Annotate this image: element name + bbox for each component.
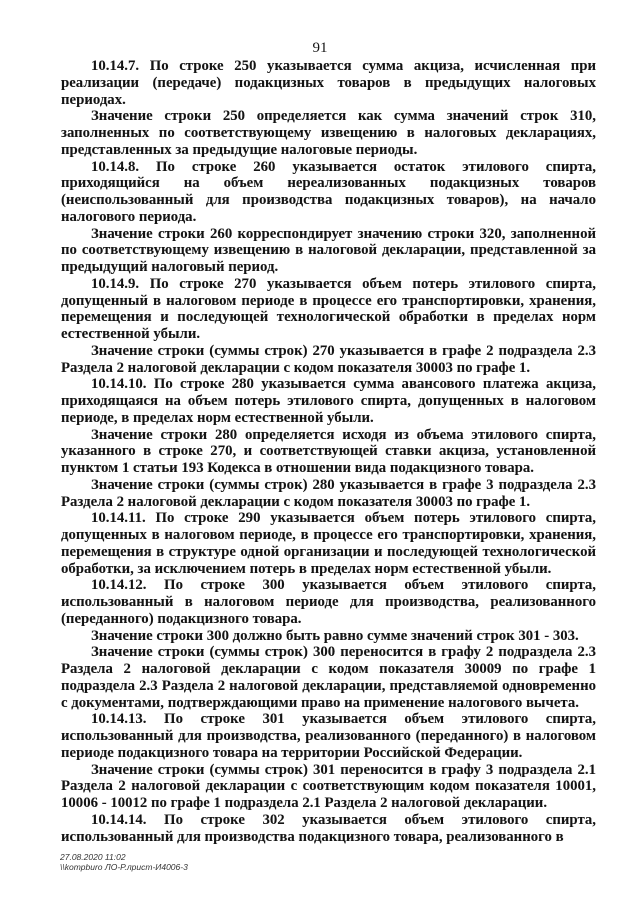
- paragraph: Значение строки (суммы строк) 300 переносится в графу 2 подраздела 2.3 Раздела 2 налоговой декларации с кодом показателя 30009 по графе 1 подраздела 2.3 Раздела 2 налоговой декларации, представляемой одновременно с документами, подтверждающими право на применение налогового вычета.: [61, 644, 596, 711]
- paragraph: Значение строки (суммы строк) 280 указывается в графе 3 подраздела 2.3 Раздела 2 налоговой декларации с кодом показателя 30003 по графе 1.: [61, 476, 596, 510]
- paragraph: Значение строки 300 должно быть равно сумме значений строк 301 - 303.: [91, 627, 579, 644]
- paragraph: 10.14.7. По строке 250 указывается сумма акциза, исчисленная при реализации (передаче) подакцизных товаров в предыдущих налоговых периодах.: [61, 58, 596, 108]
- paragraph: 10.14.11. По строке 290 указывается объем потерь этилового спирта, допущенных в налоговом периоде, в процессе его транспортировки, хранения, перемещения в структуре одной организации и последующей технологической обработки, за исключением потерь в пределах норм естественной убыли.: [61, 510, 596, 577]
- paragraph: Значение строки (суммы строк) 301 переносится в графу 3 подраздела 2.1 Раздела 2 налоговой декларации с соответствующим кодом показателя 10001, 10006 - 10012 по графе 1 подраздела 2.1 Раздела 2 налоговой декларации.: [61, 761, 596, 811]
- paragraph: 10.14.9. По строке 270 указывается объем потерь этилового спирта, допущенный в налоговом периоде в процессе его транспортировки, хранения, перемещения и последующей технологической обработки в пределах норм естественной убыли.: [61, 275, 596, 342]
- paragraph: Значение строки (суммы строк) 270 указывается в графе 2 подраздела 2.3 Раздела 2 налоговой декларации с кодом показателя 30003 по графе 1.: [61, 342, 596, 376]
- page-number: 91: [312, 40, 328, 56]
- paragraph: 10.14.13. По строке 301 указывается объем этилового спирта, использованный для производства, реализованного (переданного) в налоговом периоде подакцизного товара на территории Российской Федерации.: [61, 711, 596, 761]
- paragraph: Значение строки 250 определяется как сумма значений строк 310, заполненных по соответствующему извещению в налоговых декларациях, представленных за предыдущие налоговые периоды.: [61, 108, 596, 158]
- paragraph: 10.14.10. По строке 280 указывается сумма авансового платежа акциза, приходящаяся на объем потерь этилового спирта, допущенных в налоговом периоде, в пределах норм естественной убыли.: [61, 376, 596, 426]
- paragraph: Значение строки 280 определяется исходя из объема этилового спирта, указанного в строке 270, и соответствующей ставки акциза, установленной пунктом 1 статьи 193 Кодекса в отношении вида подакцизного товара.: [61, 426, 596, 476]
- document-body: [61, 58, 596, 845]
- paragraph: 10.14.8. По строке 260 указывается остаток этилового спирта, приходящийся на объем нереализованных подакцизных товаров (неиспользованный для производства подакцизных товаров), на начало налогового периода.: [61, 158, 596, 225]
- footer-file-path: \\kompburo ЛО-Р.лрист-И4006-3: [60, 862, 188, 872]
- paragraph: Значение строки 260 корреспондирует значению строки 320, заполненной по соответствующему извещению в налоговой декларации, представленной за предыдущий налоговый период.: [61, 225, 596, 275]
- document-footer: [60, 852, 188, 872]
- paragraph: 10.14.12. По строке 300 указывается объем этилового спирта, использованный в налоговом периоде для производства, реализованного (переданного) подакцизного товара.: [61, 577, 596, 627]
- paragraph: 10.14.14. По строке 302 указывается объем этилового спирта, использованный для производства подакцизного товара, реализованного в: [61, 811, 596, 845]
- footer-timestamp: 27.08.2020 11:02: [60, 852, 126, 862]
